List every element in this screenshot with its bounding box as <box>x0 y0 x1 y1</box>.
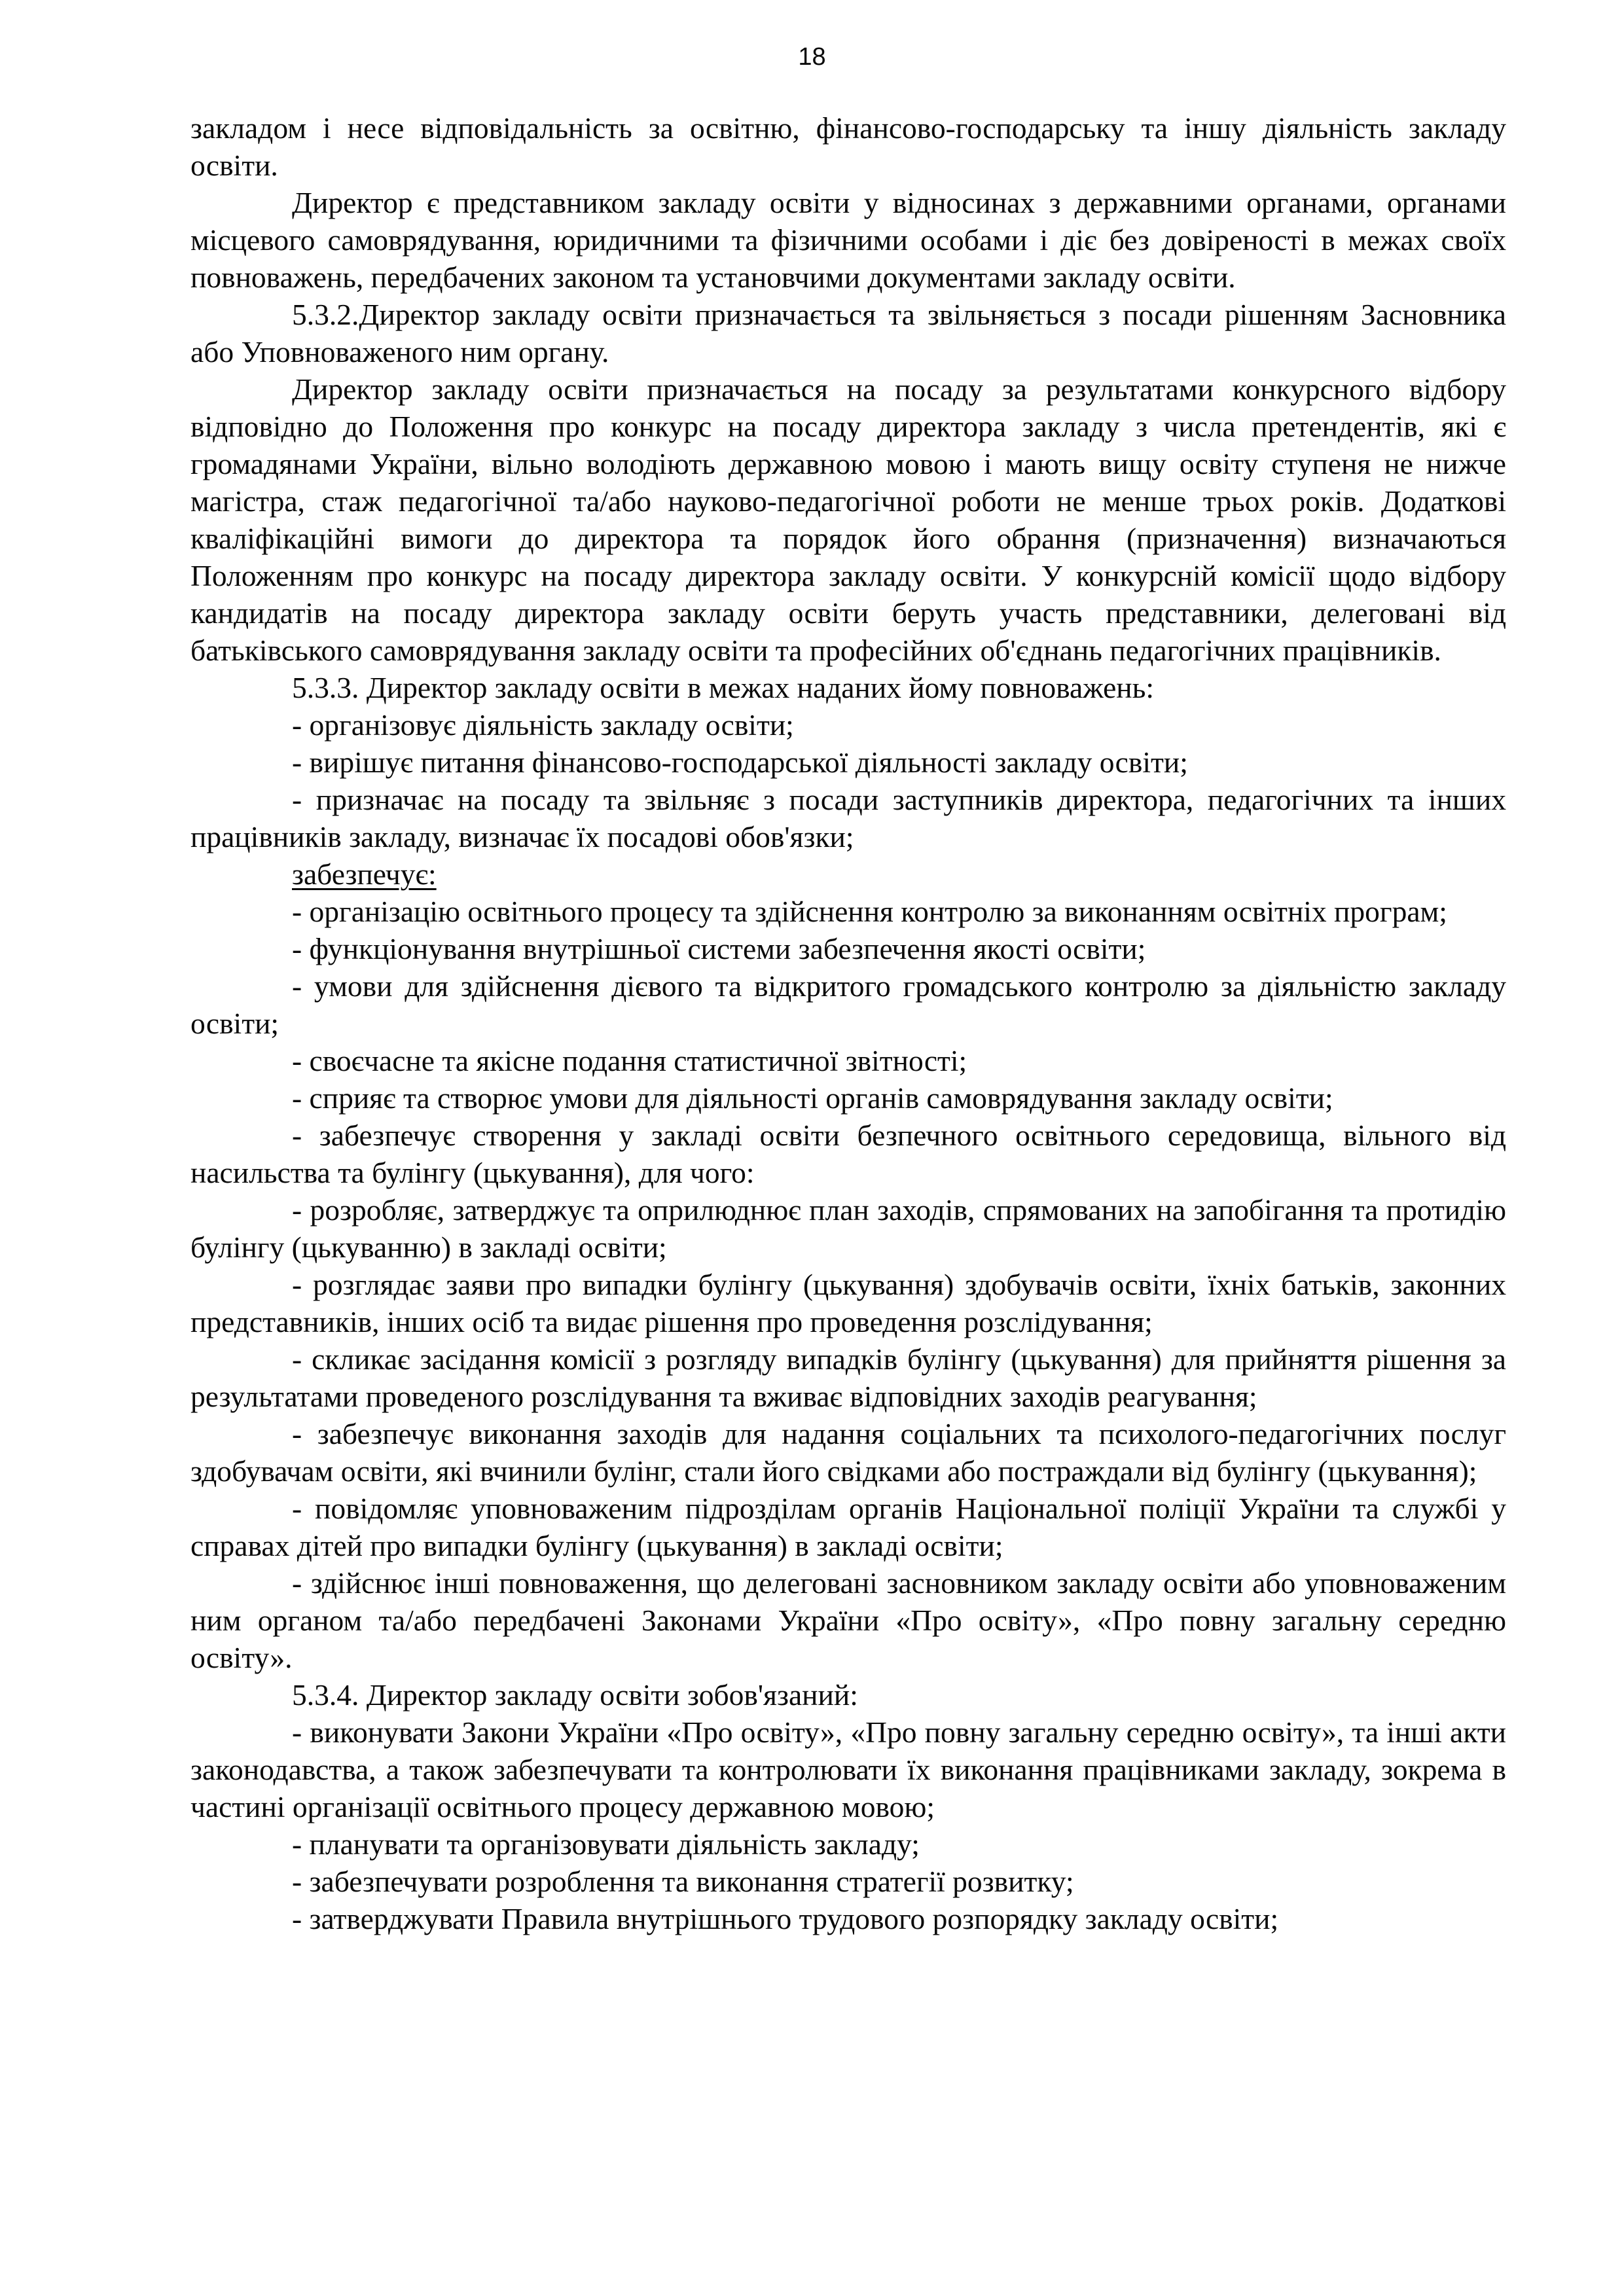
clause-5-3-3: 5.3.3. Директор закладу освіти в межах наданих йому повноважень: <box>292 671 1155 704</box>
list-item: - функціонування внутрішньої системи забезпечення якості освіти; <box>292 932 1146 965</box>
list-item: - скликає засідання комісії з розгляду випадків булінгу (цькування) для прийняття рішення за результатами проведеного розслідування та вживає відповідних заходів реагування; <box>190 1342 1506 1413</box>
list-item: - розробляє, затверджує та оприлюднює план заходів, спрямованих на запобігання та протидію булінгу (цькуванню) в закладі освіти; <box>190 1193 1506 1264</box>
list-item: - здійснює інші повноваження, що делеговані засновником закладу освіти або уповноваженим ним органом та/або передбачені Законами України «Про освіту», «Про повну загальну середню освіту». <box>190 1566 1506 1674</box>
paragraph-director-representative: Директор є представником закладу освіти у відносинах з державними органами, органами місцевого самоврядування, юридичними та фізичними особами і діє без довіреності в межах своїх повноважень, передбачених законом та установчими документами закладу освіти. <box>190 186 1506 294</box>
list-item: - умови для здійснення дієвого та відкритого громадського контролю за діяльністю закладу освіти; <box>190 969 1506 1040</box>
document-body <box>190 109 1506 1937</box>
list-item: - сприяє та створює умови для діяльності органів самоврядування закладу освіти; <box>292 1081 1333 1115</box>
list-item: - організовує діяльність закладу освіти; <box>292 708 794 742</box>
list-item: - затверджувати Правила внутрішнього трудового розпорядку закладу освіти; <box>292 1902 1279 1935</box>
underlined-heading: забезпечує: <box>292 857 437 891</box>
subheading-ensures <box>190 855 1506 893</box>
list-item: - вирішує питання фінансово-господарської діяльності закладу освіти; <box>292 745 1188 779</box>
list-item: - забезпечує виконання заходів для надання соціальних та психолого-педагогічних послуг здобувачам освіти, які вчинили булінг, стали його свідками або постраждали від булінгу (цькування); <box>190 1417 1506 1488</box>
paragraph-continuation: закладом і несе відповідальність за освітню, фінансово-господарську та іншу діяльність закладу освіти. <box>190 111 1506 182</box>
list-item: - повідомляє уповноваженим підрозділам органів Національної поліції України та службі у справах дітей про випадки булінгу (цькування) в закладі освіти; <box>190 1492 1506 1562</box>
page-number: 18 <box>798 43 826 71</box>
list-item: - призначає на посаду та звільняє з посади заступників директора, педагогічних та інших працівників закладу, визначає їх посадові обов'язки; <box>190 783 1506 853</box>
list-item: - планувати та організовувати діяльність закладу; <box>292 1827 920 1861</box>
list-item: - забезпечує створення у закладі освіти безпечного освітнього середовища, вільного від насильства та булінгу (цькування), для чого: <box>190 1119 1506 1189</box>
list-item: - своєчасне та якісне подання статистичної звітності; <box>292 1044 967 1077</box>
list-item: - забезпечувати розроблення та виконання стратегії розвитку; <box>292 1865 1074 1898</box>
paragraph-director-appointment: Директор закладу освіти призначається на посаду за результатами конкурсного відбору відповідно до Положення про конкурс на посаду директора закладу з числа претендентів, які є громадянами України, вільно володіють державною мовою і мають вищу освіту ступеня не нижче магістра, стаж педагогічної та/або науково-педагогічної роботи не менше трьох років. Додаткові кваліфікаційні вимоги до директора та порядок його обрання (призначення) визначаються Положенням про конкурс на посаду директора закладу освіти. У конкурсній комісії щодо відбору кандидатів на посаду директора закладу освіти беруть участь представники, делеговані від батьківського самоврядування закладу освіти та професійних об'єднань педагогічних працівників. <box>190 372 1506 667</box>
list-item: - виконувати Закони України «Про освіту», «Про повну загальну середню освіту», та інші акти законодавства, а також забезпечувати та контролювати їх виконання працівниками закладу, зокрема в частині організації освітнього процесу державною мовою; <box>190 1715 1506 1823</box>
clause-5-3-2: 5.3.2.Директор закладу освіти призначається та звільняється з посади рішенням Засновника або Уповноваженого ним органу. <box>190 298 1506 368</box>
clause-5-3-4: 5.3.4. Директор закладу освіти зобов'язаний: <box>292 1678 858 1712</box>
list-item: - розглядає заяви про випадки булінгу (цькування) здобувачів освіти, їхніх батьків, законних представників, інших осіб та видає рішення про проведення розслідування; <box>190 1268 1506 1338</box>
list-item: - організацію освітнього процесу та здійснення контролю за виконанням освітніх програм; <box>292 895 1447 928</box>
